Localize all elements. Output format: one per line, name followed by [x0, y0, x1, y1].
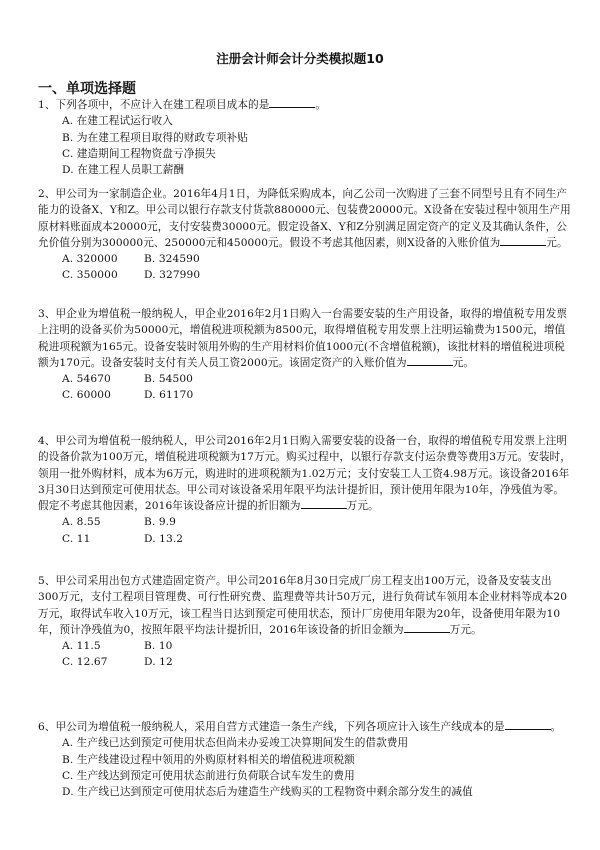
option-a: A. 320000: [62, 253, 118, 266]
option-b: B. 9.9: [144, 516, 176, 529]
option-a: A. 在建工程试运行收入: [62, 115, 173, 128]
option-d: D. 在建工程人员职工薪酬: [62, 164, 185, 177]
option-c: C. 12.67: [62, 656, 108, 669]
option-b: B. 生产线建设过程中领用的外购原材料相关的增值税进项税额: [62, 753, 355, 766]
question-6: [38, 719, 572, 800]
option-c: C. 11: [62, 532, 91, 545]
question-2: [38, 186, 572, 284]
question-4: [38, 433, 572, 547]
question-1: [38, 97, 572, 178]
question-stem: 4、甲公司为增值税一般纳税人，甲公司2016年2月1日购入需要安装的设备一台，取得的增值税专用发票上注明的设备价款为100万元，增值税进项税额为17万元。购买过程中，以银行存款支付运杂费等费用3万元。安装时，领用一批外购材料，成本为6万元，购进时的进项税额为1.02万元；支付安装工人工资4.98万元。该设备2016年3月30日达到预定可使用状态。甲公司对该设备采用年限平均法计提折旧，预计使用年限为10年，净残值为零。假定不考虑其他因素，2016年该设备应计提的折旧额为 万元。: [38, 435, 571, 513]
answer-blank: [500, 235, 546, 246]
question-stem: 5、甲公司采用出包方式建造固定资产。甲公司2016年8月30日完成厂房工程支出100万元，设备及安装支出300万元，支付工程项目管理费、可行性研究费、监理费等共计50万元，进行负荷试车领用本企业材料等成本20万元，取得试车收入10万元，该工程当日达到预定可使用状态，预计厂房使用年限为20年，设备使用年限为10年，预计净残值为0，按照年限平均法计提折旧，2016年该设备的折旧金额为 万元。: [38, 575, 568, 636]
option-a: A. 8.55: [62, 516, 101, 529]
option-row: [38, 654, 572, 670]
question-stem: 2、甲公司为一家制造企业。2016年4月1日，为降低采购成本，向乙公司一次购进了三套不同型号且有不同生产能力的设备X、Y和Z。甲公司以银行存款支付货款880000元、包装费20000元。X设备在安装过程中领用生产用原材料账面成本20000元，支付安装费30000元。假定设备X、Y和Z分别满足固定资产的定义及其确认条件，公允价值分别为300000元、250000元和450000元。假设不考虑其他因素，则X设备的入账价值为 元。: [38, 188, 571, 249]
answer-blank: [269, 97, 315, 108]
option-a: A. 生产线已达到预定可使用状态但尚未办妥竣工决算期间发生的借款费用: [62, 737, 409, 750]
option-c: C. 建造期间工程物资盘亏净损失: [62, 147, 216, 160]
question-stem: 3、甲企业为增值税一般纳税人，甲企业2016年2月1日购入一台需要安装的生产用设备，取得的增值税专用发票上注明的设备买价为50000元，增值税进项税额为8500元，取得增值税专用发票上注明运输费为1500元，增值税进项税额为165元。设备安装时领用外购的生产用材料价值1000元(不含增值税额)，该批材料的增值税进项税额为170元。设备安装时支付有关人员工资2000元。该固定资产的入账价值为 元。: [38, 308, 568, 369]
option-row: [38, 371, 572, 387]
option-row: [38, 531, 572, 547]
answer-blank: [505, 719, 551, 730]
option-d: D. 生产线已达到预定可使用状态后为建造生产线购买的工程物资中剩余部分发生的减值: [62, 786, 473, 799]
option-row: [38, 638, 572, 654]
page-title: 注册会计师会计分类模拟题10: [216, 51, 384, 66]
option-d: D. 327990: [144, 269, 201, 282]
option-c: C. 生产线达到预定可使用状态前进行负荷联合试车发生的费用: [62, 769, 355, 782]
question-stem: 1、下列各项中，不应计入在建工程项目成本的是 。: [38, 99, 327, 111]
option-row: [38, 267, 572, 283]
option-c: C. 60000: [62, 389, 111, 402]
question-stem: 6、甲公司为增值税一般纳税人，采用自营方式建造一条生产线，下列各项应计入该生产线成本的是 。: [38, 721, 562, 733]
option-row: [38, 251, 572, 267]
option-d: D. 61170: [144, 389, 194, 402]
option-row: [38, 514, 572, 530]
option-b: B. 54500: [144, 373, 194, 386]
option-b: B. 10: [144, 640, 173, 653]
section-heading: 一、单项选择题: [38, 81, 136, 97]
answer-blank: [301, 498, 347, 509]
option-c: C. 350000: [62, 269, 118, 282]
option-a: A. 11.5: [62, 640, 101, 653]
option-row: [38, 387, 572, 403]
question-5: [38, 573, 572, 671]
option-b: B. 324590: [144, 253, 200, 266]
answer-blank: [407, 355, 453, 366]
option-b: B. 为在建工程项目取得的财政专项补贴: [62, 131, 248, 144]
option-d: D. 12: [144, 656, 173, 669]
option-d: D. 13.2: [144, 532, 184, 545]
option-a: A. 54670: [62, 373, 111, 386]
question-3: [38, 306, 572, 404]
answer-blank: [404, 622, 450, 633]
